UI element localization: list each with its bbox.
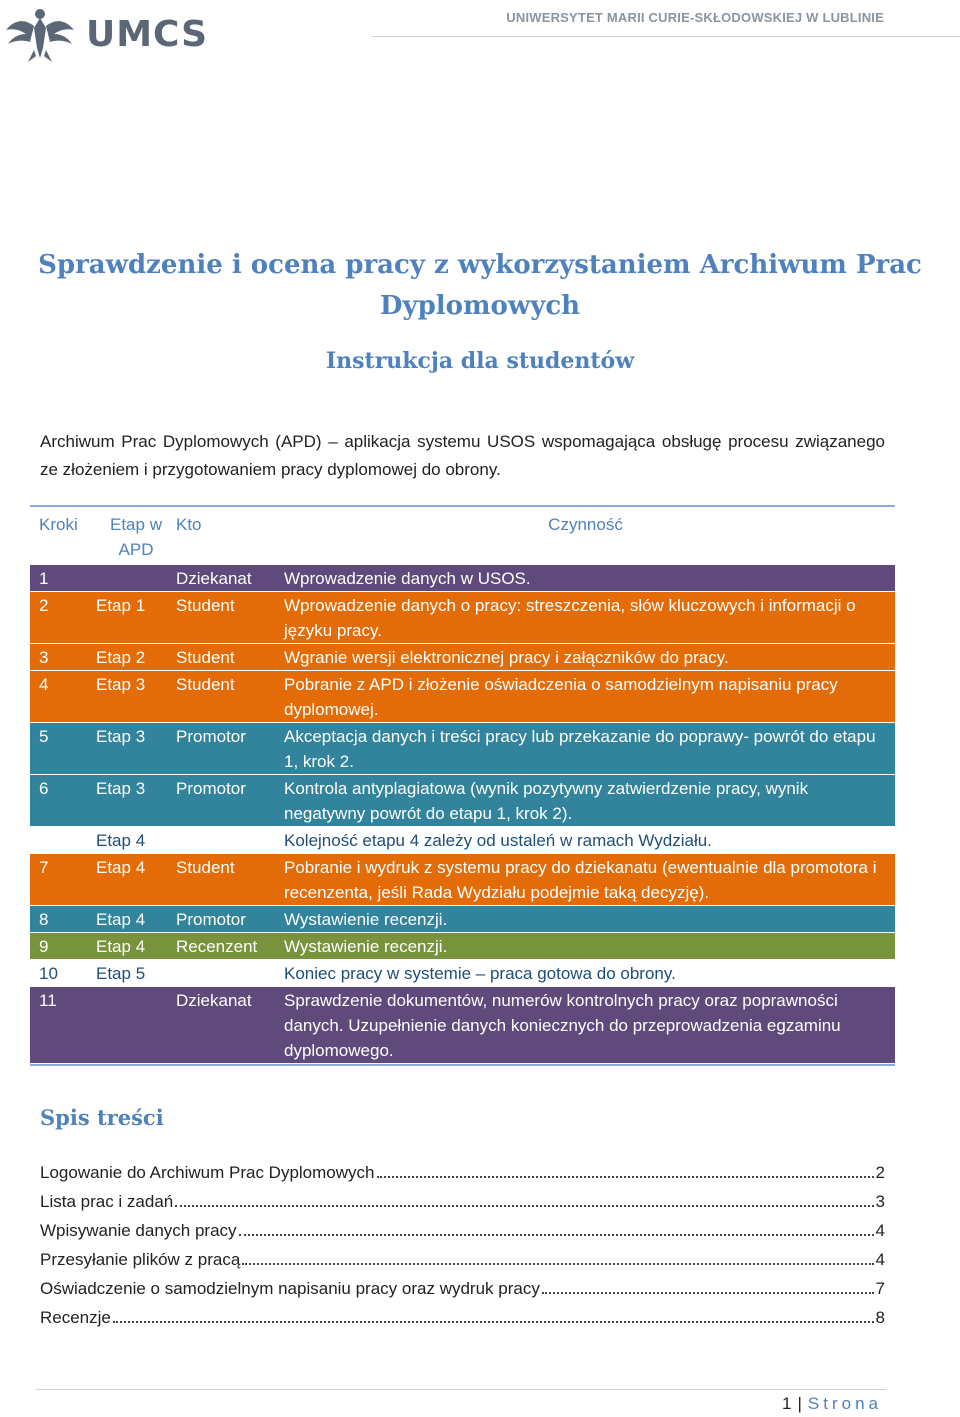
document-subtitle: Instrukcja dla studentów — [325, 348, 635, 374]
cell-kto: Promotor — [176, 779, 246, 798]
toc-entry-label[interactable]: Przesyłanie plików z pracą — [40, 1250, 241, 1269]
toc-dot-leader — [113, 1320, 874, 1323]
page-footer — [782, 1394, 882, 1414]
page-header — [0, 0, 960, 70]
cell-kto: Dziekanat — [176, 569, 252, 588]
cell-kto: Student — [176, 596, 235, 615]
cell-krok: 10 — [39, 964, 58, 983]
cell-etap: Etap 3 — [96, 675, 146, 694]
header-divider — [372, 36, 960, 37]
table-row — [30, 854, 895, 906]
cell-krok: 7 — [39, 858, 49, 877]
intro-paragraph: Archiwum Prac Dyplomowych (APD) – aplikacja systemu USOS wspomagająca obsługę procesu związanego ze złożeniem i przygotowaniem pracy dyplomowej do obrony. — [40, 432, 885, 479]
toc-entry[interactable] — [40, 1216, 885, 1245]
umcs-logo — [4, 4, 208, 64]
cell-krok: 8 — [39, 910, 49, 929]
table-header-row — [30, 507, 895, 565]
page-label: Strona — [807, 1394, 882, 1413]
toc-title: Spis treści — [40, 1105, 164, 1130]
header-kroki: Kroki — [39, 515, 78, 534]
cell-etap: Etap 5 — [96, 964, 146, 983]
cell-etap: Etap 2 — [96, 648, 146, 667]
toc-entry[interactable] — [40, 1245, 885, 1274]
cell-krok: 2 — [39, 596, 49, 615]
toc-entry-label[interactable]: Logowanie do Archiwum Prac Dyplomowych — [40, 1163, 375, 1182]
toc-entry[interactable] — [40, 1274, 885, 1303]
cell-kto: Recenzent — [176, 937, 258, 956]
header-kto: Kto — [176, 515, 202, 534]
toc-entry-label[interactable]: Oświadczenie o samodzielnym napisaniu pracy oraz wydruk pracy — [40, 1279, 540, 1298]
cell-czynnosc: Pobranie z APD i złożenie oświadczenia o samodzielnym napisaniu pracy dyplomowej. — [284, 675, 838, 719]
toc-entry-page[interactable]: 2 — [875, 1163, 885, 1182]
cell-kto: Promotor — [176, 910, 246, 929]
cell-czynnosc: Sprawdzenie dokumentów, numerów kontrolnych pracy oraz poprawności danych. Uzupełnienie danych koniecznych do przeprowadzenia egzaminu dyplomowego. — [284, 991, 841, 1060]
toc-entry[interactable] — [40, 1303, 885, 1332]
cell-czynnosc: Kolejność etapu 4 zależy od ustaleń w ramach Wydziału. — [284, 831, 712, 850]
cell-czynnosc: Pobranie i wydruk z systemu pracy do dziekanatu (ewentualnie dla promotora i recenzenta, jeśli Rada Wydziału podejmie taką decyzję). — [284, 858, 877, 902]
toc-dot-leader — [377, 1175, 874, 1178]
cell-kto: Dziekanat — [176, 991, 252, 1010]
eagle-emblem-icon — [4, 4, 76, 64]
footer-separator: | — [797, 1394, 802, 1413]
header-czynnosc: Czynność — [548, 515, 623, 534]
cell-czynnosc: Wystawienie recenzji. — [284, 937, 448, 956]
table-row — [30, 723, 895, 775]
toc-dot-leader — [175, 1204, 873, 1207]
cell-kto: Student — [176, 648, 235, 667]
cell-czynnosc: Wgranie wersji elektronicznej pracy i załączników do pracy. — [284, 648, 729, 667]
logo-text: UMCS — [86, 13, 209, 55]
cell-czynnosc: Koniec pracy w systemie – praca gotowa do obrony. — [284, 964, 676, 983]
cell-czynnosc: Wystawienie recenzji. — [284, 910, 448, 929]
toc-entry-page[interactable]: 3 — [875, 1192, 885, 1211]
cell-kto: Promotor — [176, 727, 246, 746]
page-number: 1 — [782, 1394, 792, 1413]
table-row — [30, 933, 895, 960]
toc-entry[interactable] — [40, 1187, 885, 1216]
toc-entry-page[interactable]: 4 — [875, 1250, 885, 1269]
toc-dot-leader — [242, 1262, 873, 1265]
cell-etap: Etap 4 — [96, 831, 146, 850]
cell-etap: Etap 4 — [96, 910, 146, 929]
table-row — [30, 671, 895, 723]
table-row — [30, 960, 895, 987]
document-title-line-1: Sprawdzenie i ocena pracy z wykorzystaniem Archiwum Prac — [38, 250, 922, 280]
cell-krok: 3 — [39, 648, 49, 667]
cell-kto: Student — [176, 858, 235, 877]
toc-entry-label[interactable]: Wpisywanie danych pracy — [40, 1221, 237, 1240]
cell-etap: Etap 3 — [96, 727, 146, 746]
cell-etap: Etap 1 — [96, 596, 146, 615]
table-row — [30, 906, 895, 933]
toc-entry-label[interactable]: Recenzje — [40, 1308, 111, 1327]
footer-divider — [36, 1389, 886, 1390]
cell-etap: Etap 3 — [96, 779, 146, 798]
toc-entry-label[interactable]: Lista prac i zadań — [40, 1192, 174, 1211]
table-row — [30, 987, 895, 1064]
header-etap: Etap w APD — [110, 515, 162, 559]
cell-etap: Etap 4 — [96, 937, 146, 956]
table-row — [30, 827, 895, 854]
cell-krok: 5 — [39, 727, 49, 746]
table-row — [30, 644, 895, 671]
cell-etap — [96, 565, 176, 591]
toc-entry[interactable] — [40, 1158, 885, 1187]
steps-table — [30, 505, 895, 1066]
cell-czynnosc: Wprowadzenie danych o pracy: streszczenia, słów kluczowych i informacji o języku pracy. — [284, 596, 856, 640]
table-of-contents — [40, 1158, 885, 1332]
cell-kto: Student — [176, 675, 235, 694]
cell-kto — [176, 827, 284, 853]
cell-krok: 9 — [39, 937, 49, 956]
table-body — [30, 565, 895, 1064]
table-row — [30, 592, 895, 644]
cell-kto — [176, 960, 284, 986]
document-title-line-2: Dyplomowych — [379, 291, 581, 321]
cell-czynnosc: Wprowadzenie danych w USOS. — [284, 569, 531, 588]
cell-etap — [96, 987, 176, 1063]
cell-krok: 4 — [39, 675, 49, 694]
cell-etap: Etap 4 — [96, 858, 146, 877]
toc-dot-leader — [239, 1233, 874, 1236]
cell-czynnosc: Akceptacja danych i treści pracy lub przekazanie do poprawy- powrót do etapu 1, krok 2. — [284, 727, 876, 771]
cell-krok: 6 — [39, 779, 49, 798]
table-row — [30, 775, 895, 827]
table-bottom-border — [30, 1064, 895, 1066]
toc-entry-page[interactable]: 4 — [875, 1221, 885, 1240]
toc-dot-leader — [542, 1291, 874, 1294]
toc-entry-page[interactable]: 8 — [875, 1308, 885, 1327]
cell-krok: 11 — [39, 991, 57, 1010]
cell-czynnosc: Kontrola antyplagiatowa (wynik pozytywny zatwierdzenie pracy, wynik negatywny powrót do etapu 1, krok 2). — [284, 779, 809, 823]
university-name: UNIWERSYTET MARII CURIE-SKŁODOWSKIEJ W LUBLINIE — [506, 10, 884, 25]
toc-entry-page[interactable]: 7 — [875, 1279, 885, 1298]
cell-krok — [30, 827, 96, 853]
table-row — [30, 565, 895, 592]
cell-krok: 1 — [39, 569, 49, 588]
